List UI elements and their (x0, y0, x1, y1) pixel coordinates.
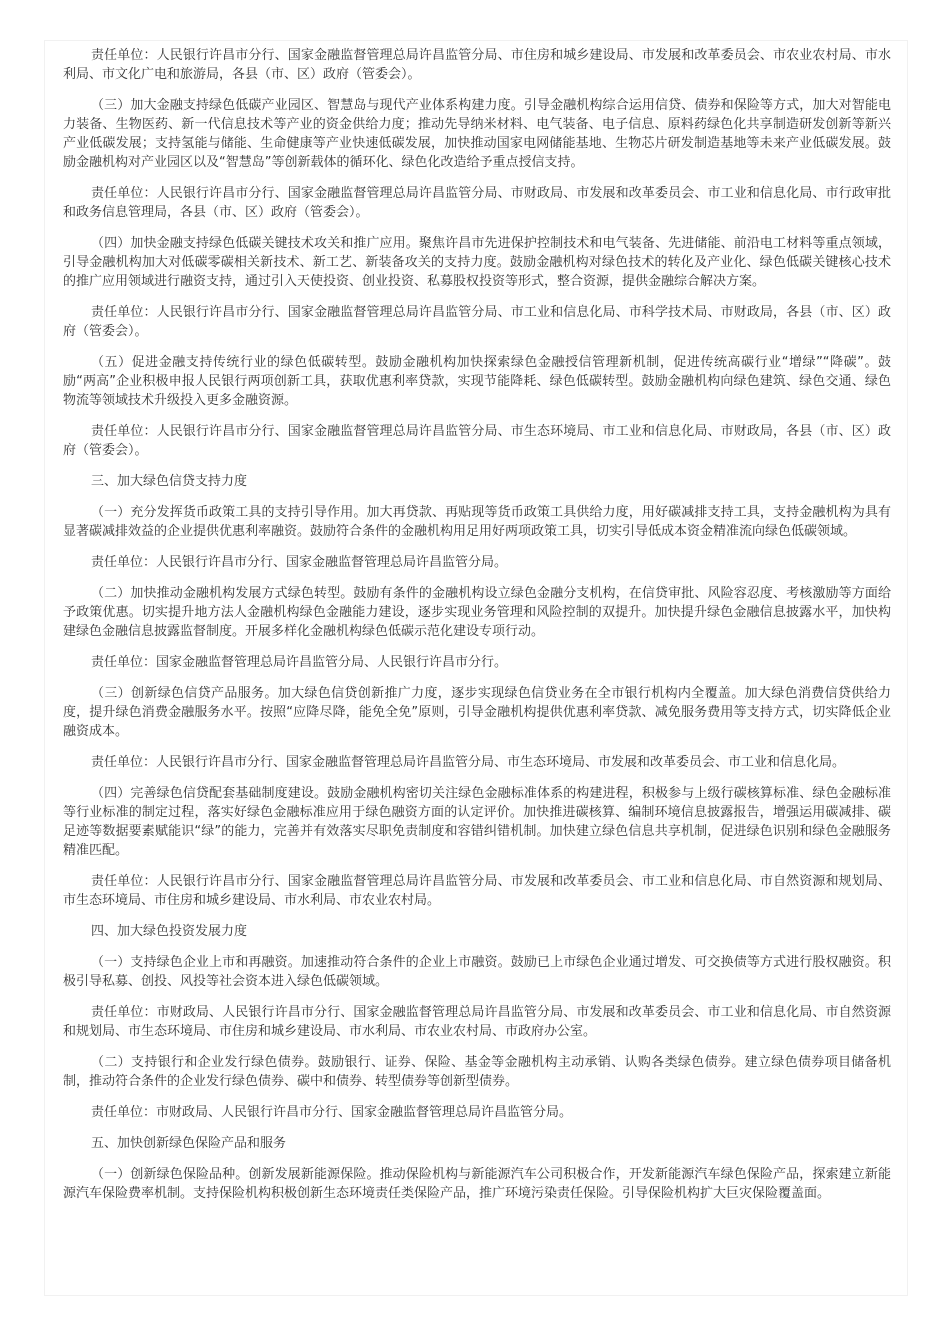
paragraph-item: （四）完善绿色信贷配套基础制度建设。鼓励金融机构密切关注绿色金融标准体系的构建进程，积极参与上级行碳核算标准、绿色金融标准等行业标准的制定过程，落实好绿色金融标准应用于绿色融资方面的认定评价。加快推进碳核算、编制环境信息披露报告，增强运用碳减排、碳足迹等数据要素赋能识“绿”的能力，完善并有效落实尽职免责制度和容错纠错机制。加快建立绿色信息共享机制，促进绿色识别和绿色金融服务精准匹配。 (63, 786, 891, 858)
paragraph-item: （三）加大金融支持绿色低碳产业园区、智慧岛与现代产业体系构建力度。引导金融机构综合运用信贷、债券和保险等方式，加大对智能电力装备、生物医药、新一代信息技术等产业的资金供给力度；推动先导纳米材料、电气装备、电子信息、原料药绿色化共享制造研发创新等新兴产业低碳发展；支持氢能与储能、生命健康等产业快速低碳发展，加快推动国家电网储能基地、生物芯片研发制造基地等未来产业低碳发展。鼓励金融机构对产业园区以及“智慧岛”等创新载体的循环化、绿色化改造给予重点授信支持。 (63, 98, 891, 170)
document-body (63, 46, 891, 1215)
paragraph-responsible-units: 责任单位：人民银行许昌市分行、国家金融监督管理总局许昌监管分局、市生态环境局、市工业和信息化局、市财政局，各县（市、区）政府（管委会）。 (63, 424, 891, 458)
paragraph-item: （三）创新绿色信贷产品服务。加大绿色信贷创新推广力度，逐步实现绿色信贷业务在全市银行机构内全覆盖。加大绿色消费信贷供给力度，提升绿色消费金融服务水平。按照“应降尽降，能免全免”原则，引导金融机构提供优惠利率贷款、减免服务费用等支持方式，切实降低企业融资成本。 (63, 686, 891, 739)
paragraph-responsible-units: 责任单位：人民银行许昌市分行、国家金融监督管理总局许昌监管分局、市生态环境局、市发展和改革委员会、市工业和信息化局。 (91, 755, 846, 770)
paragraph-responsible-units: 责任单位：市财政局、人民银行许昌市分行、国家金融监督管理总局许昌监管分局。 (91, 1105, 573, 1120)
section-heading: 三、加大绿色信贷支持力度 (91, 474, 248, 489)
section-heading: 四、加大绿色投资发展力度 (91, 924, 248, 939)
paragraph-item: （一）支持绿色企业上市和再融资。加速推动符合条件的企业上市融资。鼓励已上市绿色企业通过增发、可交换债等方式进行股权融资。积极引导私募、创投、风投等社会资本进入绿色低碳领域。 (63, 955, 891, 989)
paragraph-responsible-units: 责任单位：国家金融监督管理总局许昌监管分局、人民银行许昌市分行。 (91, 655, 508, 670)
paragraph-item: （二）加快推动金融机构发展方式绿色转型。鼓励有条件的金融机构设立绿色金融分支机构，在信贷审批、风险容忍度、考核激励等方面给予政策优惠。切实提升地方法人金融机构绿色金融能力建设，逐步实现业务管理和风险控制的双提升。加快提升绿色金融信息披露水平，加快构建绿色金融信息披露监督制度。开展多样化金融机构绿色低碳示范化建设专项行动。 (63, 586, 891, 639)
paragraph-responsible-units: 责任单位：人民银行许昌市分行、国家金融监督管理总局许昌监管分局、市工业和信息化局、市科学技术局、市财政局，各县（市、区）政府（管委会）。 (63, 305, 891, 339)
paragraph-item: （一）充分发挥货币政策工具的支持引导作用。加大再贷款、再贴现等货币政策工具供给力度，用好碳减排支持工具，支持金融机构为具有显著碳减排效益的企业提供优惠利率融资。鼓励符合条件的金融机构用足用好两项政策工具，切实引导低成本资金精准流向绿色低碳领域。 (63, 505, 891, 539)
paragraph-responsible-units: 责任单位：市财政局、人民银行许昌市分行、国家金融监督管理总局许昌监管分局、市发展和改革委员会、市工业和信息化局、市自然资源和规划局、市生态环境局、市住房和城乡建设局、市水利局、市农业农村局、市政府办公室。 (63, 1005, 891, 1039)
section-heading: 五、加快创新绿色保险产品和服务 (91, 1136, 287, 1151)
paragraph-item: （一）创新绿色保险品种。创新发展新能源保险。推动保险机构与新能源汽车公司积极合作，开发新能源汽车绿色保险产品，探索建立新能源汽车保险费率机制。支持保险机构积极创新生态环境责任类保险产品，推广环境污染责任保险。引导保险机构扩大巨灾保险覆盖面。 (63, 1167, 891, 1201)
paragraph-responsible-units: 责任单位：人民银行许昌市分行、国家金融监督管理总局许昌监管分局、市发展和改革委员会、市工业和信息化局、市自然资源和规划局、市生态环境局、市住房和城乡建设局、市水利局、市农业农村局。 (63, 874, 891, 908)
paragraph-item: （二）支持银行和企业发行绿色债券。鼓励银行、证券、保险、基金等金融机构主动承销、认购各类绿色债券。建立绿色债券项目储备机制，推动符合条件的企业发行绿色债券、碳中和债券、转型债券等创新型债券。 (63, 1055, 891, 1089)
paragraph-responsible-units: 责任单位：人民银行许昌市分行、国家金融监督管理总局许昌监管分局、市财政局、市发展和改革委员会、市工业和信息化局、市行政审批和政务信息管理局，各县（市、区）政府（管委会）。 (63, 186, 891, 220)
paragraph-item: （五）促进金融支持传统行业的绿色低碳转型。鼓励金融机构加快探索绿色金融授信管理新机制，促进传统高碳行业“增绿”“降碳”。鼓励“两高”企业积极申报人民银行两项创新工具，获取优惠利率贷款，实现节能降耗、绿色低碳转型。鼓励金融机构向绿色建筑、绿色交通、绿色物流等领域技术升级投入更多金融资源。 (63, 355, 891, 408)
paragraph-responsible-units: 责任单位：人民银行许昌市分行、国家金融监督管理总局许昌监管分局。 (91, 555, 508, 570)
paragraph-item: （四）加快金融支持绿色低碳关键技术攻关和推广应用。聚焦许昌市先进保护控制技术和电气装备、先进储能、前沿电工材料等重点领域，引导金融机构加大对低碳零碳相关新技术、新工艺、新装备攻关的支持力度。鼓励金融机构对绿色技术的转化及产业化、绿色低碳关键核心技术的推广应用领域进行融资支持，通过引入天使投资、创业投资、私募股权投资等形式，整合资源，提供金融综合解决方案。 (63, 236, 891, 289)
paragraph-responsible-units: 责任单位：人民银行许昌市分行、国家金融监督管理总局许昌监管分局、市住房和城乡建设局、市发展和改革委员会、市农业农村局、市水利局、市文化广电和旅游局，各县（市、区）政府（管委会）。 (63, 48, 891, 82)
